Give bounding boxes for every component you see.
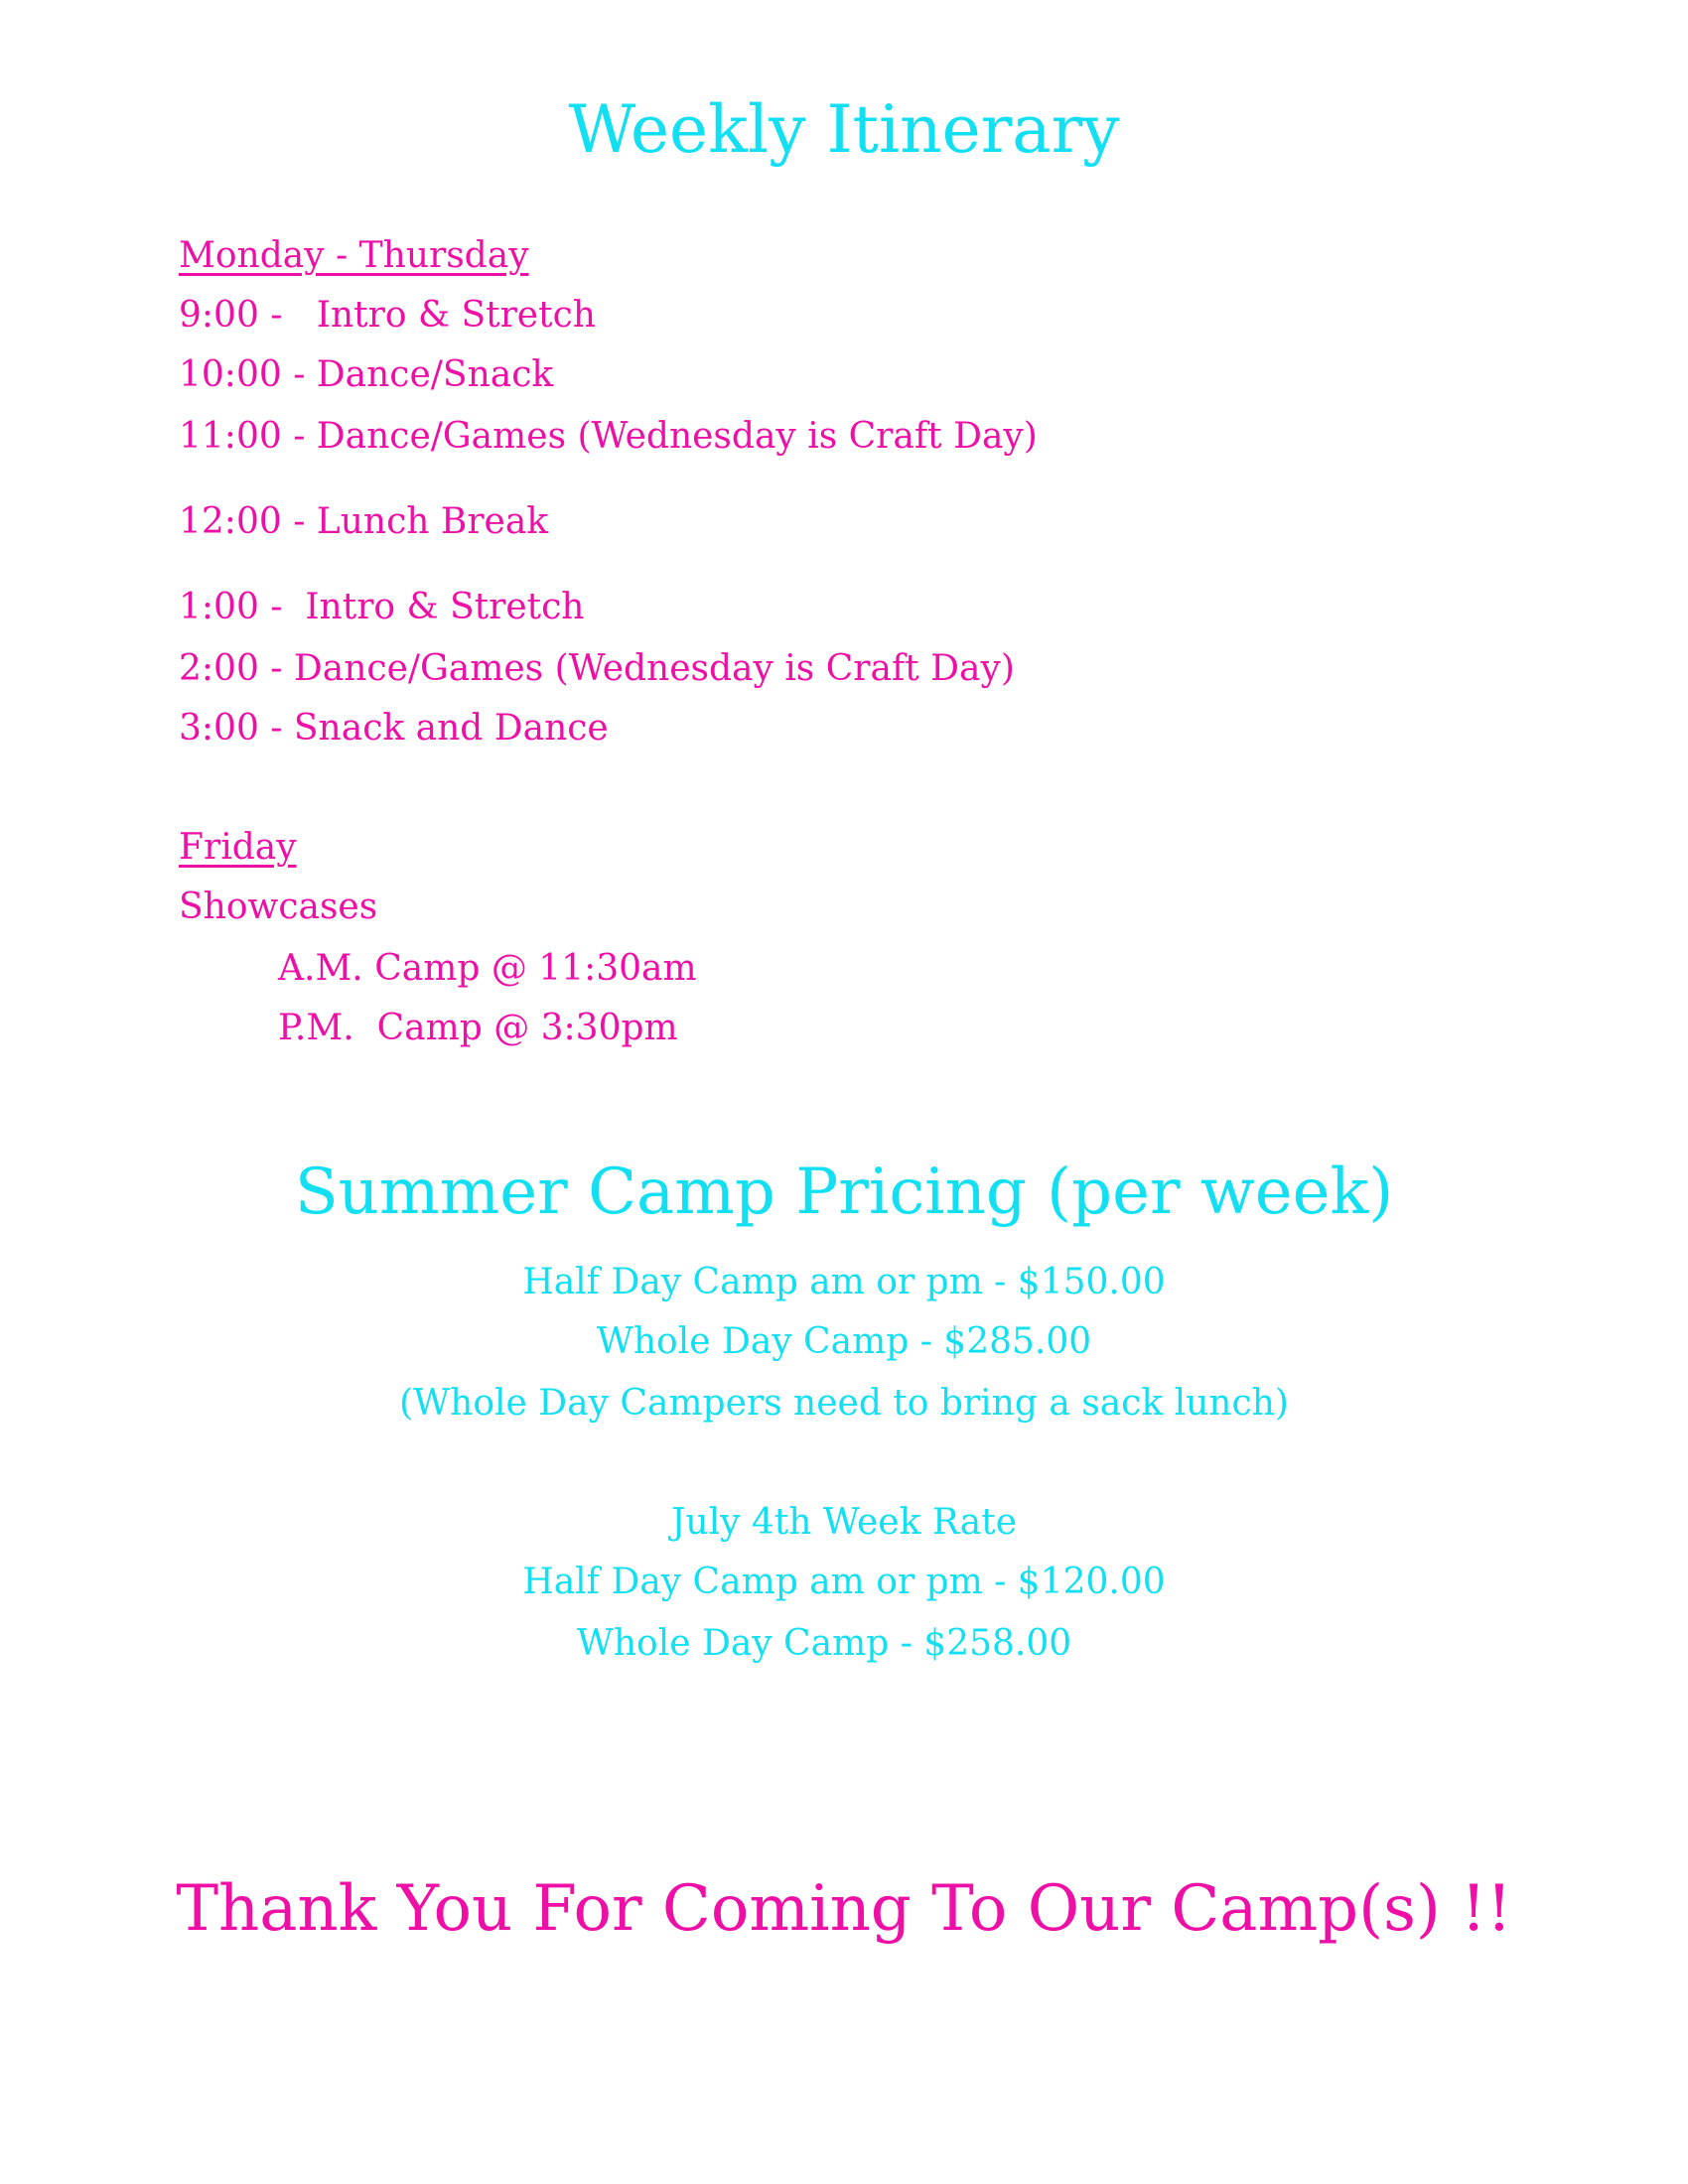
schedule-item: 10:00 - Dance/Snack — [179, 354, 554, 395]
weekday-heading: Monday - Thursday — [179, 235, 529, 276]
itinerary-title: Weekly Itinerary — [568, 91, 1120, 168]
schedule-item: 12:00 - Lunch Break — [179, 501, 549, 542]
price-note: (Whole Day Campers need to bring a sack lunch) — [399, 1383, 1289, 1424]
showcase-item: P.M. Camp @ 3:30pm — [278, 1008, 678, 1048]
july-price-line: Whole Day Camp - $258.00 — [576, 1623, 1072, 1664]
schedule-item: 1:00 - Intro & Stretch — [179, 587, 585, 627]
price-line: Half Day Camp am or pm - $150.00 — [522, 1262, 1166, 1302]
schedule-item: 11:00 - Dance/Games (Wednesday is Craft Day) — [179, 416, 1038, 457]
pricing-title: Summer Camp Pricing (per week) — [294, 1156, 1394, 1229]
friday-heading: Friday — [179, 827, 297, 868]
schedule-item: 3:00 - Snack and Dance — [179, 708, 609, 749]
closing-message: Thank You For Coming To Our Camp(s) !! — [176, 1872, 1512, 1946]
schedule-item: 9:00 - Intro & Stretch — [179, 295, 596, 336]
schedule-item: 2:00 - Dance/Games (Wednesday is Craft Day) — [179, 648, 1015, 689]
july-price-line: Half Day Camp am or pm - $120.00 — [522, 1562, 1166, 1602]
friday-label: Showcases — [179, 887, 378, 927]
price-line: Whole Day Camp - $285.00 — [596, 1321, 1092, 1362]
july-heading: July 4th Week Rate — [670, 1502, 1017, 1543]
showcase-item: A.M. Camp @ 11:30am — [278, 948, 697, 989]
